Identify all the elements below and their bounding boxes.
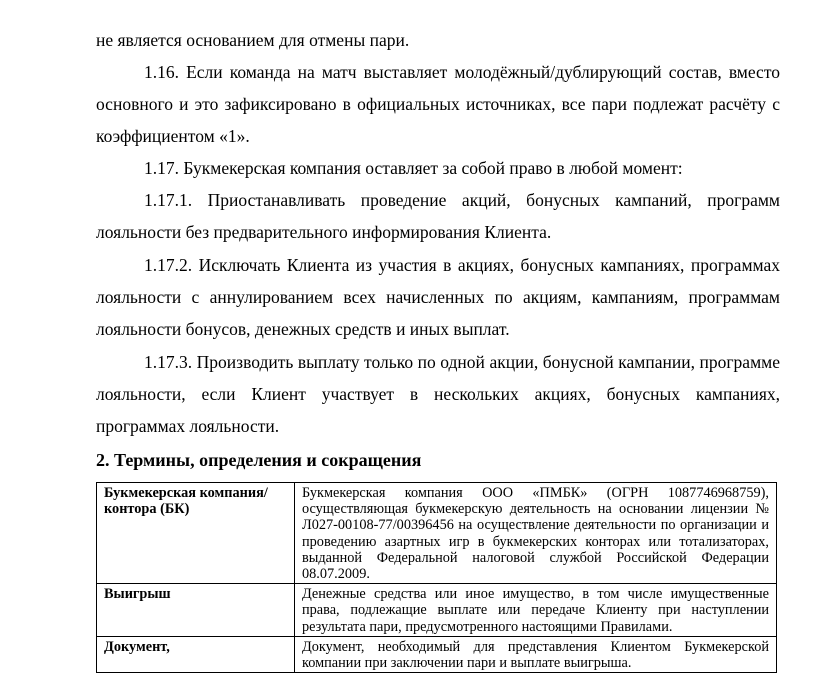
- term-cell: Документ,: [97, 636, 295, 672]
- section-heading: 2. Термины, определения и сокращения: [96, 450, 422, 470]
- term-cell: Выигрыш: [97, 584, 295, 637]
- paragraph-continuation: не является основанием для отмены пари.: [96, 30, 410, 50]
- paragraph-1-16: 1.16. Если команда на матч выставляет молодёжный/дублирующий состав, вместо основного и это зафиксировано в официальных источниках, все пари подлежат расчёту с коэффициентом «1».: [96, 62, 780, 146]
- paragraph-1-17-2: 1.17.2. Исключать Клиента из участия в акциях, бонусных кампаниях, программах лояльности с аннулированием всех начисленных по акциям, кампаниям, программам лояльности бонусов, денежных средств и иных выплат.: [96, 255, 780, 339]
- table-row: [97, 636, 777, 672]
- table-row: [97, 483, 777, 584]
- term-cell: Букмекерская компания/контора (БК): [97, 483, 295, 584]
- paragraph-1-17: 1.17. Букмекерская компания оставляет за собой право в любой момент:: [144, 158, 683, 178]
- paragraph-1-17-1: 1.17.1. Приостанавливать проведение акций, бонусных кампаний, программ лояльности без предварительного информирования Клиента.: [96, 190, 780, 242]
- table-row: [97, 584, 777, 637]
- terms-table: [96, 482, 777, 673]
- definition-cell: Букмекерская компания ООО «ПМБК» (ОГРН 1087746968759), осуществляющая букмекерскую деятельность на основании лицензии № Л027-00108-77/00396456 на осуществление деятельности по организации и проведению азартных игр в букмекерских конторах или тотализаторах, выданной Федеральной налоговой службой Российской Федерации 08.07.2009.: [295, 483, 777, 584]
- definition-cell: Денежные средства или иное имущество, в том числе имущественные права, подлежащие выплате или передаче Клиенту при наступлении результата пари, предусмотренного настоящими Правилами.: [295, 584, 777, 637]
- paragraph-1-17-3: 1.17.3. Производить выплату только по одной акции, бонусной кампании, программе лояльности, если Клиент участвует в нескольких акциях, бонусных кампаниях, программах лояльности.: [96, 352, 780, 436]
- definition-cell: Документ, необходимый для представления Клиентом Букмекерской компании при заключении пари и выплате выигрыша.: [295, 636, 777, 672]
